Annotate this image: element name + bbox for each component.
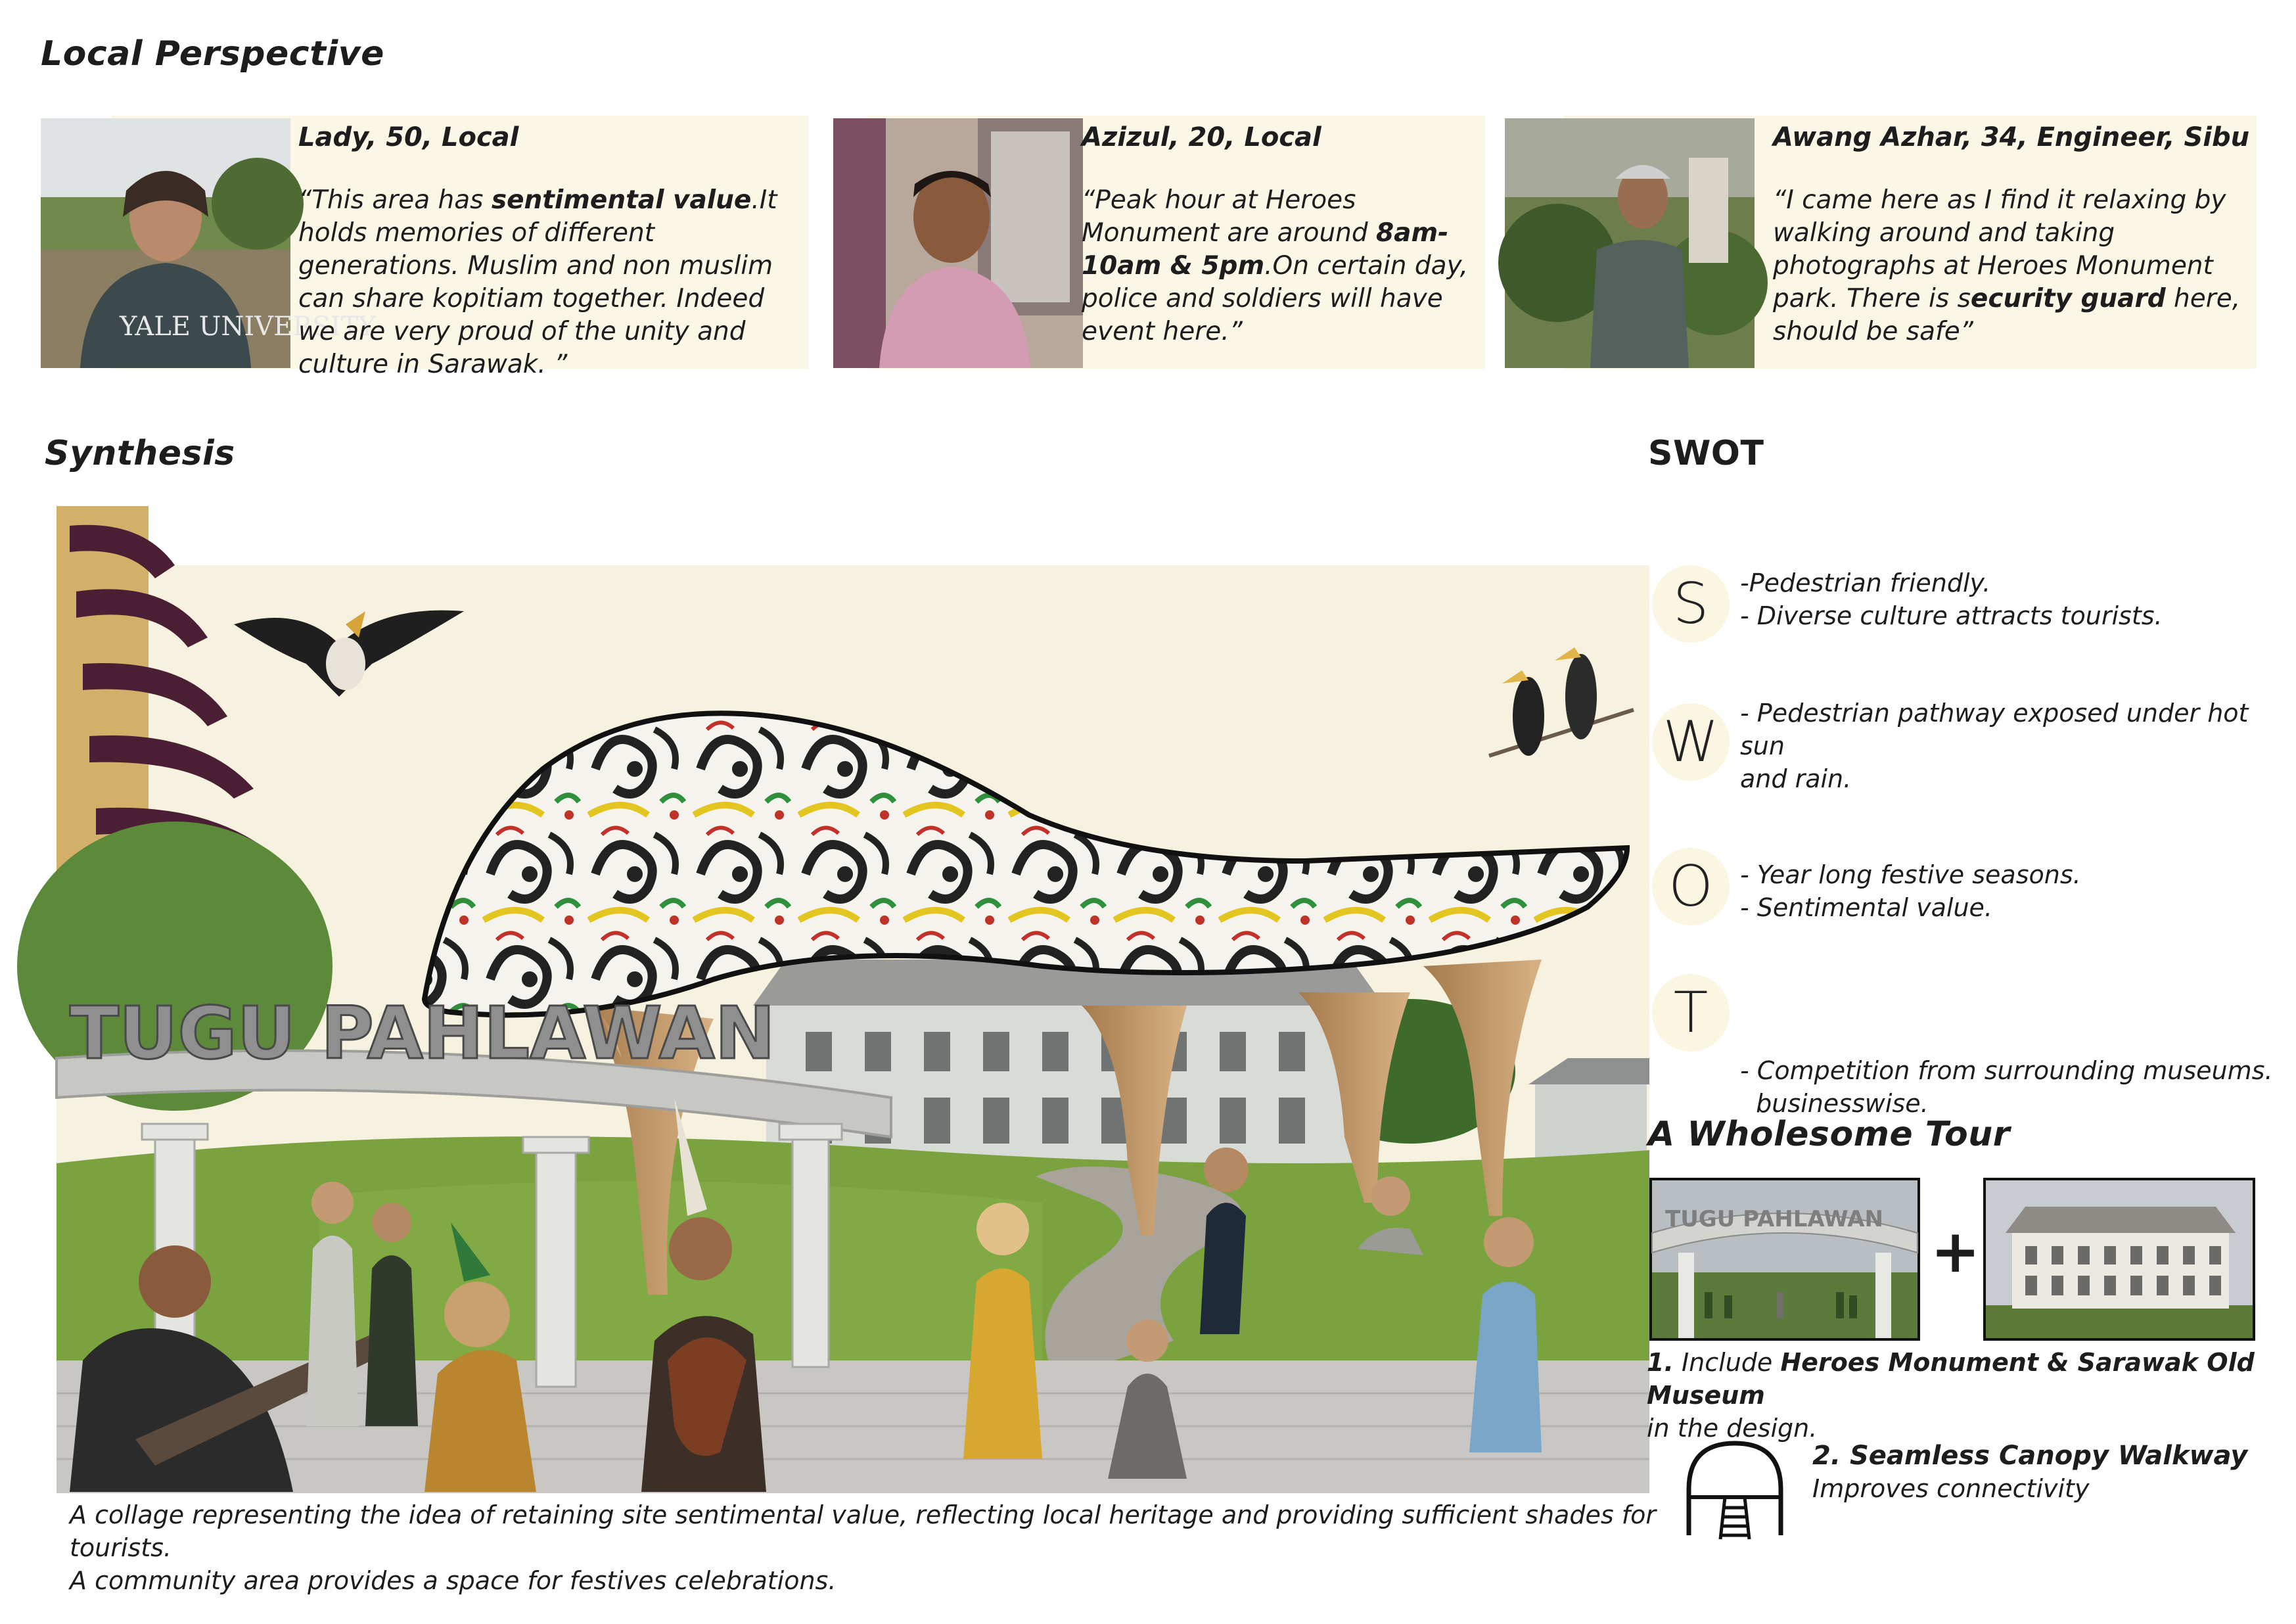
swot-letter-t: T [1652, 974, 1730, 1052]
photo-sign-text: TUGU PAHLAWAN [1665, 1206, 1883, 1232]
synthesis-collage [57, 506, 1649, 1493]
interviewee-name-1: Lady, 50, Local [298, 122, 519, 152]
interviewee-quote-1: “This area has sentimental value.It holds memories of different generations. Muslim and non muslim can share kopitiam together. Indeed we are very proud of the unity and culture in Sarawak. ” [298, 185, 777, 379]
heroes-monument-photo [1649, 1178, 1920, 1341]
interviewee-quote-3: “I came here as I find it relaxing by walking around and taking photographs at Heroes Monument park. There is security guard here, should be safe” [1773, 185, 2241, 346]
swot-title: SWOT [1648, 434, 1764, 473]
tour-step-2-subtitle: Improves connectivity [1812, 1474, 2090, 1503]
tugu-pahlawan-sign: TUGU PAHLAWAN [70, 991, 775, 1075]
swot-text-w: - Pedestrian pathway exposed under hot sun and rain. [1740, 699, 2249, 793]
interviewee-name-2: Azizul, 20, Local [1082, 122, 1321, 152]
collage-caption-line-2: A community area provides a space for festives celebrations. [70, 1566, 837, 1595]
interviewee-name-3: Awang Azhar, 34, Engineer, Sibu [1773, 122, 2250, 152]
wholesome-tour-title: A Wholesome Tour [1648, 1115, 2010, 1154]
swot-text-s: -Pedestrian friendly. - Diverse culture attracts tourists. [1740, 568, 2163, 630]
collage-caption-line-1: A collage representing the idea of retaining site sentimental value, reflecting local heritage and providing sufficient shades for tourists. [70, 1500, 1656, 1562]
local-perspective-title: Local Perspective [41, 34, 384, 74]
plus-sign: + [1931, 1217, 1981, 1286]
synthesis-title: Synthesis [45, 434, 235, 473]
swot-letter-o: O [1652, 848, 1730, 925]
tour-step-2 [1812, 1439, 2272, 1505]
swot-letter-w: W [1652, 703, 1730, 781]
tour-step-2-title: 2. Seamless Canopy Walkway [1812, 1441, 2248, 1471]
collage-illustration [57, 506, 1649, 1493]
canopy-walkway-icon [1682, 1437, 1787, 1542]
collage-caption [70, 1498, 1660, 1597]
interviewee-quote-2: “Peak hour at Heroes Monument are around 8am-10am & 5pm.On certain day, police and soldiers will have event here.” [1082, 185, 1469, 346]
shirt-text: YALE UNIVERSITY [120, 312, 376, 342]
interviewee-photo-2 [833, 118, 1083, 368]
tour-step-1: 1. Include Heroes Monument & Sarawak Old Museum in the design. [1647, 1348, 2255, 1443]
swot-letter-s: S [1652, 565, 1730, 643]
swot-text-o: - Year long festive seasons. - Sentimental value. [1740, 860, 2081, 922]
interviewee-photo-1 [41, 118, 376, 368]
swot-text-t: - Competition from surrounding museums. businesswise. [1740, 1056, 2273, 1118]
interviewee-photo-3 [1505, 118, 1755, 368]
sarawak-museum-photo [1983, 1178, 2255, 1341]
